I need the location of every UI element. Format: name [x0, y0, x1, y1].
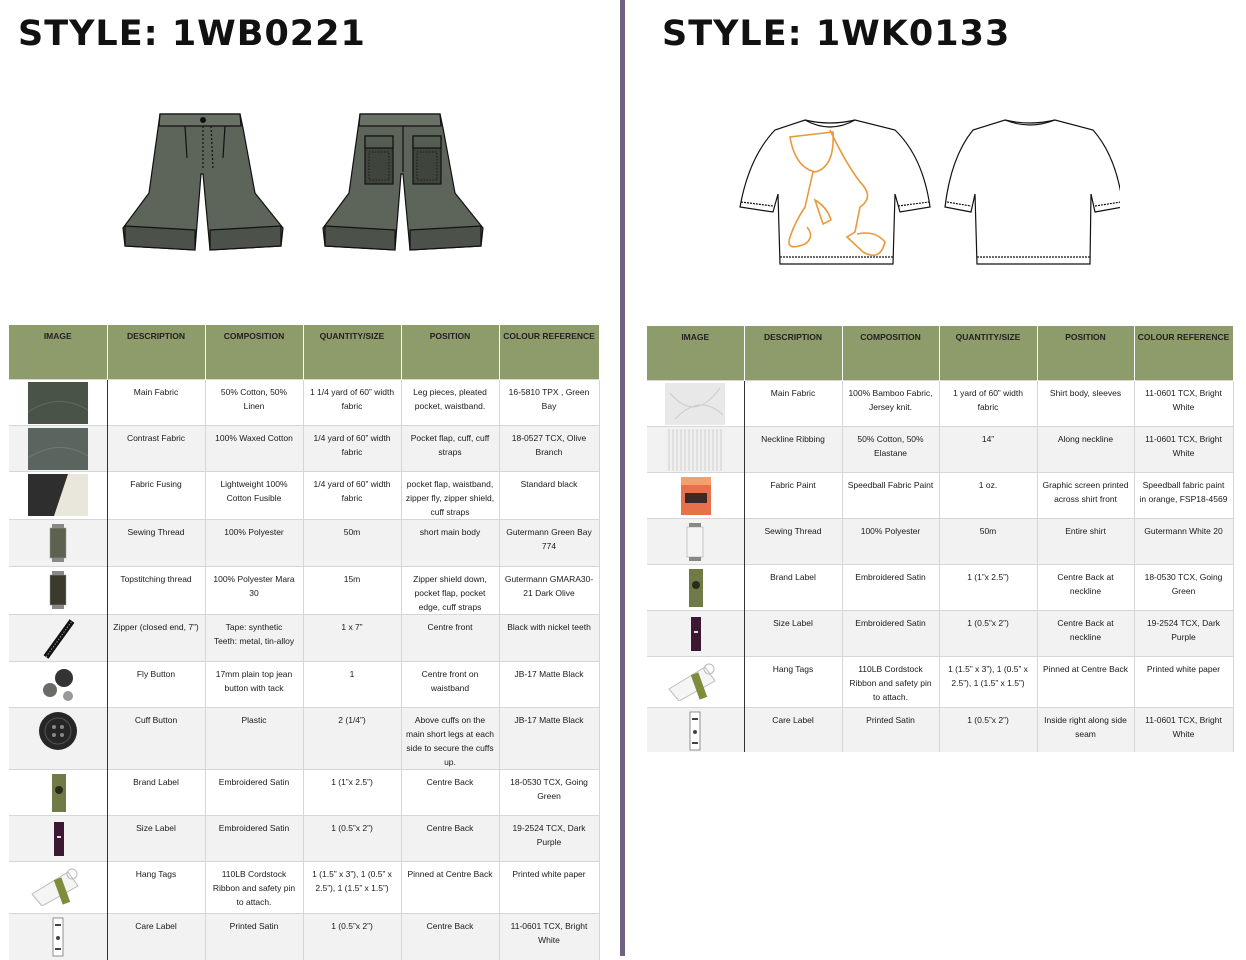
- zipper-icon: [28, 617, 88, 659]
- column-header: COMPOSITION: [842, 326, 939, 381]
- column-header: POSITION: [401, 325, 499, 380]
- table-row: [647, 611, 1233, 657]
- cell-quantity: 1 x 7”: [303, 615, 401, 662]
- tshirt-back-sketch: [945, 120, 1120, 264]
- item-image-cell: [9, 426, 107, 472]
- cell-colour: 19-2524 TCX, Dark Purple: [499, 816, 599, 862]
- column-header: IMAGE: [647, 326, 744, 381]
- item-image-cell: [647, 381, 744, 427]
- table-row: [647, 657, 1233, 708]
- item-image-cell: [9, 615, 107, 662]
- cell-colour: Standard black: [499, 472, 599, 520]
- cell-description: Hang Tags: [744, 657, 842, 708]
- table-row: [9, 567, 599, 615]
- cell-colour: Speedball fabric paint in orange, FSP18-4569: [1134, 473, 1233, 519]
- cell-description: Sewing Thread: [744, 519, 842, 565]
- cell-composition: 100% Polyester: [205, 520, 303, 567]
- style-title-left: STYLE: 1WB0221: [18, 14, 366, 54]
- cell-description: Neckline Ribbing: [744, 427, 842, 473]
- brand-label-icon: [28, 772, 88, 814]
- cell-quantity: 1 (1”x 2.5”): [303, 770, 401, 816]
- thread-spool-icon: [665, 521, 725, 563]
- cell-composition: 110LB Cordstock Ribbon and safety pin to attach.: [205, 862, 303, 914]
- cell-position: Inside right along side seam: [1037, 708, 1134, 753]
- ribbing-icon: [665, 429, 725, 471]
- cell-composition: 100% Waxed Cotton: [205, 426, 303, 472]
- cell-colour: 18-0527 TCX, Olive Branch: [499, 426, 599, 472]
- table-header-row: [9, 325, 599, 380]
- cell-composition: Embroidered Satin: [842, 611, 939, 657]
- fusing-icon: [28, 474, 88, 516]
- cell-position: Along neckline: [1037, 427, 1134, 473]
- cell-composition: 17mm plain top jean button with tack: [205, 662, 303, 708]
- cell-quantity: 50m: [303, 520, 401, 567]
- shorts-flat-sketch: [115, 108, 495, 258]
- cell-quantity: 1 (1”x 2.5”): [939, 565, 1037, 611]
- cell-position: Leg pieces, pleated pocket, waistband.: [401, 380, 499, 426]
- column-header: IMAGE: [9, 325, 107, 380]
- cell-description: Brand Label: [107, 770, 205, 816]
- item-image-cell: [9, 472, 107, 520]
- size-label-icon: [28, 818, 88, 860]
- item-image-cell: [9, 770, 107, 816]
- cell-composition: 100% Bamboo Fabric, Jersey knit.: [842, 381, 939, 427]
- cell-position: Zipper shield down, pocket flap, pocket edge, cuff straps: [401, 567, 499, 615]
- item-image-cell: [9, 520, 107, 567]
- column-header: DESCRIPTION: [744, 326, 842, 381]
- cell-colour: Gutermann GMARA30-21 Dark Olive: [499, 567, 599, 615]
- cell-composition: Embroidered Satin: [205, 816, 303, 862]
- cell-composition: Lightweight 100% Cotton Fusible: [205, 472, 303, 520]
- cell-position: Centre Back at neckline: [1037, 565, 1134, 611]
- table-row: [9, 380, 599, 426]
- item-image-cell: [9, 708, 107, 770]
- table-row: [9, 520, 599, 567]
- table-row: [647, 381, 1233, 427]
- paint-jar-icon: [665, 475, 725, 517]
- button-icon: [28, 710, 88, 752]
- cell-composition: 50% Cotton, 50% Elastane: [842, 427, 939, 473]
- cell-description: Main Fabric: [107, 380, 205, 426]
- item-image-cell: [647, 519, 744, 565]
- size-label-icon: [665, 613, 725, 655]
- cell-quantity: 2 (1/4”): [303, 708, 401, 770]
- cell-position: Pinned at Centre Back: [1037, 657, 1134, 708]
- cell-quantity: 15m: [303, 567, 401, 615]
- cell-position: Entire shirt: [1037, 519, 1134, 565]
- cell-colour: Gutermann White 20: [1134, 519, 1233, 565]
- bom-table-left: [9, 325, 600, 960]
- column-header: COLOUR REFERENCE: [1134, 326, 1233, 381]
- cell-quantity: 1 1/4 yard of 60” width fabric: [303, 380, 401, 426]
- cell-description: Care Label: [744, 708, 842, 753]
- item-image-cell: [647, 565, 744, 611]
- table-row: [9, 708, 599, 770]
- cell-position: Centre Back: [401, 816, 499, 862]
- care-label-icon: [665, 710, 725, 752]
- cell-description: Main Fabric: [744, 381, 842, 427]
- cell-composition: Speedball Fabric Paint: [842, 473, 939, 519]
- table-row: [9, 615, 599, 662]
- cell-quantity: 1/4 yard of 60” width fabric: [303, 426, 401, 472]
- fabric-swatch-icon: [28, 382, 88, 424]
- item-image-cell: [9, 862, 107, 914]
- cell-description: Brand Label: [744, 565, 842, 611]
- table-row: [647, 708, 1233, 753]
- cell-description: Fabric Paint: [744, 473, 842, 519]
- fabric-swatch-icon: [28, 428, 88, 470]
- cell-position: Pinned at Centre Back: [401, 862, 499, 914]
- cell-description: Fly Button: [107, 662, 205, 708]
- item-image-cell: [647, 708, 744, 753]
- cell-position: Pocket flap, cuff, cuff straps: [401, 426, 499, 472]
- cell-composition: Embroidered Satin: [205, 770, 303, 816]
- style-title-right: STYLE: 1WK0133: [662, 14, 1011, 54]
- cell-colour: Printed white paper: [1134, 657, 1233, 708]
- item-image-cell: [9, 567, 107, 615]
- cell-quantity: 1 oz.: [939, 473, 1037, 519]
- tshirt-flat-sketch: [735, 112, 1120, 270]
- column-header: DESCRIPTION: [107, 325, 205, 380]
- cell-description: Care Label: [107, 914, 205, 960]
- thread-spool-icon: [28, 569, 88, 611]
- table-row: [9, 816, 599, 862]
- cell-description: Size Label: [107, 816, 205, 862]
- cell-quantity: 1 yard of 60” width fabric: [939, 381, 1037, 427]
- cell-quantity: 1 (0.5”x 2”): [939, 611, 1037, 657]
- cell-composition: Printed Satin: [842, 708, 939, 753]
- hang-tag-icon: [28, 864, 88, 906]
- cell-composition: 100% Polyester Mara 30: [205, 567, 303, 615]
- cell-colour: 18-0530 TCX, Going Green: [1134, 565, 1233, 611]
- cell-description: Fabric Fusing: [107, 472, 205, 520]
- cell-colour: JB-17 Matte Black: [499, 708, 599, 770]
- cell-colour: 19-2524 TCX, Dark Purple: [1134, 611, 1233, 657]
- care-label-icon: [28, 916, 88, 958]
- cell-quantity: 1 (0.5”x 2”): [303, 914, 401, 960]
- tshirt-front-sketch: [740, 120, 930, 264]
- table-row: [647, 473, 1233, 519]
- cell-composition: 110LB Cordstock Ribbon and safety pin to attach.: [842, 657, 939, 708]
- item-image-cell: [9, 914, 107, 960]
- cell-description: Size Label: [744, 611, 842, 657]
- shorts-back-sketch: [323, 114, 483, 250]
- table-row: [9, 426, 599, 472]
- cell-quantity: 50m: [939, 519, 1037, 565]
- table-row: [9, 914, 599, 960]
- cell-colour: 11-0601 TCX, Bright White: [499, 914, 599, 960]
- cell-quantity: 1: [303, 662, 401, 708]
- cell-position: Centre Back: [401, 914, 499, 960]
- column-header: QUANTITY/SIZE: [939, 326, 1037, 381]
- cell-description: Sewing Thread: [107, 520, 205, 567]
- cell-position: Centre Back: [401, 770, 499, 816]
- cell-composition: 50% Cotton, 50% Linen: [205, 380, 303, 426]
- cell-composition: Embroidered Satin: [842, 565, 939, 611]
- cell-colour: 11-0601 TCX, Bright White: [1134, 427, 1233, 473]
- cell-colour: 11-0601 TCX, Bright White: [1134, 381, 1233, 427]
- cell-colour: Printed white paper: [499, 862, 599, 914]
- column-header: POSITION: [1037, 326, 1134, 381]
- cell-colour: JB-17 Matte Black: [499, 662, 599, 708]
- panel-divider: [620, 0, 625, 956]
- item-image-cell: [9, 816, 107, 862]
- item-image-cell: [647, 427, 744, 473]
- cell-composition: Plastic: [205, 708, 303, 770]
- table-row: [647, 519, 1233, 565]
- cell-quantity: 1 (1.5” x 3”), 1 (0.5” x 2.5”), 1 (1.5” x 1.5”): [939, 657, 1037, 708]
- cell-quantity: 14”: [939, 427, 1037, 473]
- cell-description: Contrast Fabric: [107, 426, 205, 472]
- cell-position: Centre Back at neckline: [1037, 611, 1134, 657]
- cell-position: Graphic screen printed across shirt front: [1037, 473, 1134, 519]
- table-row: [9, 472, 599, 520]
- table-row: [647, 427, 1233, 473]
- table-row: [647, 565, 1233, 611]
- cell-position: Centre front: [401, 615, 499, 662]
- cell-colour: Gutermann Green Bay 774: [499, 520, 599, 567]
- table-row: [9, 862, 599, 914]
- column-header: COMPOSITION: [205, 325, 303, 380]
- cell-colour: Black with nickel teeth: [499, 615, 599, 662]
- brand-label-icon: [665, 567, 725, 609]
- item-image-cell: [9, 662, 107, 708]
- cell-quantity: 1 (0.5”x 2”): [303, 816, 401, 862]
- cell-description: Hang Tags: [107, 862, 205, 914]
- cell-quantity: 1/4 yard of 60” width fabric: [303, 472, 401, 520]
- table-row: [9, 662, 599, 708]
- cell-description: Cuff Button: [107, 708, 205, 770]
- cell-composition: Printed Satin: [205, 914, 303, 960]
- shorts-front-sketch: [123, 114, 283, 250]
- hang-tag-icon: [665, 659, 725, 701]
- column-header: COLOUR REFERENCE: [499, 325, 599, 380]
- item-image-cell: [647, 657, 744, 708]
- cell-composition: Tape: synthetic Teeth: metal, tin-alloy: [205, 615, 303, 662]
- jersey-fabric-icon: [665, 383, 725, 425]
- table-header-row: [647, 326, 1233, 381]
- cell-position: pocket flap, waistband, zipper fly, zipper shield, cuff straps: [401, 472, 499, 520]
- column-header: QUANTITY/SIZE: [303, 325, 401, 380]
- jean-button-icon: [28, 664, 88, 706]
- thread-spool-icon: [28, 522, 88, 564]
- cell-description: Zipper (closed end, 7”): [107, 615, 205, 662]
- cell-quantity: 1 (0.5”x 2”): [939, 708, 1037, 753]
- table-row: [9, 770, 599, 816]
- cell-colour: 18-0530 TCX, Going Green: [499, 770, 599, 816]
- cell-composition: 100% Polyester: [842, 519, 939, 565]
- cell-position: short main body: [401, 520, 499, 567]
- cell-colour: 16-5810 TPX , Green Bay: [499, 380, 599, 426]
- item-image-cell: [9, 380, 107, 426]
- cell-description: Topstitching thread: [107, 567, 205, 615]
- bom-table-right: [647, 326, 1234, 752]
- cell-colour: 11-0601 TCX, Bright White: [1134, 708, 1233, 753]
- cell-position: Shirt body, sleeves: [1037, 381, 1134, 427]
- item-image-cell: [647, 473, 744, 519]
- cell-position: Above cuffs on the main short legs at each side to secure the cuffs up.: [401, 708, 499, 770]
- cell-quantity: 1 (1.5” x 3”), 1 (0.5” x 2.5”), 1 (1.5” x 1.5”): [303, 862, 401, 914]
- cell-position: Centre front on waistband: [401, 662, 499, 708]
- item-image-cell: [647, 611, 744, 657]
